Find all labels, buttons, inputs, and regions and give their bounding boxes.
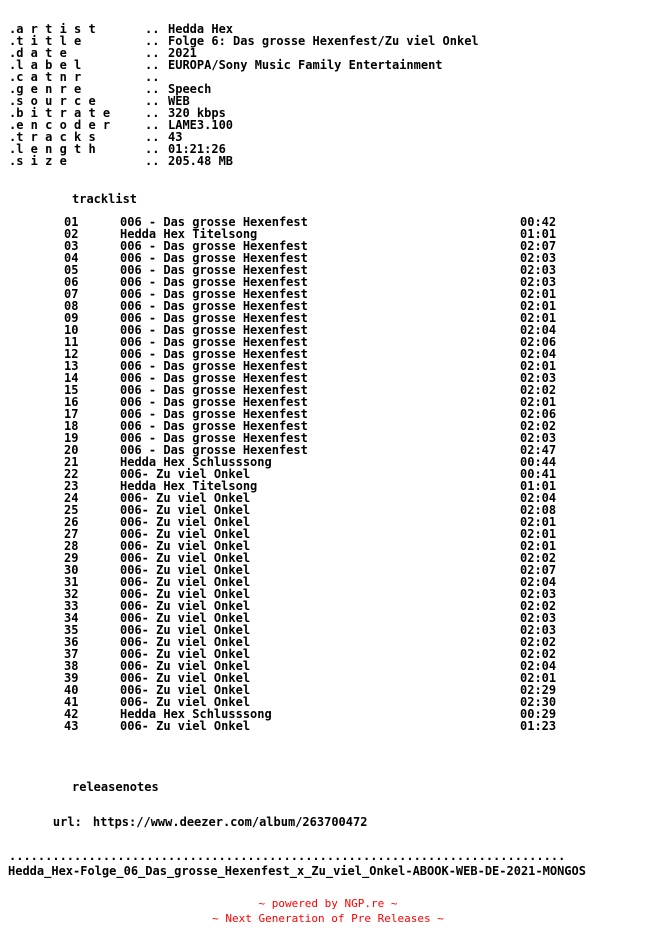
track-number: 09	[64, 311, 79, 325]
info-value: LAME3.100	[168, 118, 234, 132]
track-number: 42	[64, 707, 79, 721]
track-number: 04	[64, 251, 79, 265]
track-title: 006 - Das grosse Hexenfest	[120, 287, 308, 301]
track-title: Hedda Hex Titelsong	[120, 479, 258, 493]
track-number: 06	[64, 275, 79, 289]
track-title: 006 - Das grosse Hexenfest	[120, 335, 308, 349]
track-duration: 02:29	[520, 683, 557, 697]
track-number: 07	[64, 287, 79, 301]
track-duration: 01:01	[520, 479, 557, 493]
info-separator: ..	[145, 58, 160, 72]
track-duration: 00:29	[520, 707, 557, 721]
track-number: 12	[64, 347, 79, 361]
track-number: 43	[64, 719, 79, 733]
info-separator: ..	[145, 34, 160, 48]
info-separator: ..	[145, 106, 160, 120]
track-duration: 01:23	[520, 719, 557, 733]
info-key: .s o u r c e	[9, 94, 96, 108]
tracklist-heading: tracklist	[72, 192, 138, 206]
track-title: 006- Zu viel Onkel	[120, 695, 251, 709]
track-duration: 02:01	[520, 359, 557, 373]
info-separator: ..	[145, 130, 160, 144]
track-number: 35	[64, 623, 79, 637]
info-value: 320 kbps	[168, 106, 226, 120]
track-title: 006- Zu viel Onkel	[120, 515, 251, 529]
track-duration: 02:02	[520, 647, 557, 661]
track-number: 18	[64, 419, 79, 433]
info-value: 2021	[168, 46, 197, 60]
track-duration: 02:03	[520, 623, 557, 637]
track-title: 006- Zu viel Onkel	[120, 719, 251, 733]
track-title: 006- Zu viel Onkel	[120, 563, 251, 577]
track-title: 006 - Das grosse Hexenfest	[120, 347, 308, 361]
track-number: 26	[64, 515, 79, 529]
info-value: EUROPA/Sony Music Family Entertainment	[168, 58, 443, 72]
info-row	[9, 155, 479, 167]
track-duration: 02:03	[520, 587, 557, 601]
track-duration: 02:02	[520, 419, 557, 433]
track-duration: 02:01	[520, 515, 557, 529]
info-key: .b i t r a t e	[9, 106, 111, 120]
track-title: 006 - Das grosse Hexenfest	[120, 251, 308, 265]
info-row	[9, 143, 479, 155]
track-title: 006- Zu viel Onkel	[120, 623, 251, 637]
track-title: 006- Zu viel Onkel	[120, 599, 251, 613]
info-value: Folge 6: Das grosse Hexenfest/Zu viel Onkel	[168, 34, 479, 48]
release-info-block	[9, 23, 479, 167]
track-duration: 02:04	[520, 659, 557, 673]
track-duration: 02:07	[520, 239, 557, 253]
info-value: 01:21:26	[168, 142, 226, 156]
track-duration: 02:01	[520, 395, 557, 409]
track-title: 006- Zu viel Onkel	[120, 551, 251, 565]
info-value: Speech	[168, 82, 212, 96]
track-title: 006- Zu viel Onkel	[120, 575, 251, 589]
info-key: .a r t i s t	[9, 22, 96, 36]
track-duration: 02:02	[520, 383, 557, 397]
track-duration: 00:42	[520, 215, 557, 229]
track-title: 006- Zu viel Onkel	[120, 503, 251, 517]
track-title: 006- Zu viel Onkel	[120, 587, 251, 601]
track-number: 29	[64, 551, 79, 565]
track-duration: 01:01	[520, 227, 557, 241]
track-number: 28	[64, 539, 79, 553]
track-duration: 02:08	[520, 503, 557, 517]
release-name: Hedda_Hex-Folge_06_Das_grosse_Hexenfest_x_Zu_viel_Onkel-ABOOK-WEB-DE-2021-MONGOS	[8, 864, 586, 878]
track-title: 006 - Das grosse Hexenfest	[120, 407, 308, 421]
track-number: 16	[64, 395, 79, 409]
info-key: .l e n g t h	[9, 142, 96, 156]
track-duration: 02:30	[520, 695, 557, 709]
track-duration: 02:47	[520, 443, 557, 457]
info-key: .c a t n r	[9, 70, 82, 84]
track-title: 006- Zu viel Onkel	[120, 659, 251, 673]
track-number: 10	[64, 323, 79, 337]
info-separator: ..	[145, 154, 160, 168]
track-number: 34	[64, 611, 79, 625]
tracklist	[64, 216, 584, 732]
url-link[interactable]: https://www.deezer.com/album/263700472	[92, 815, 368, 829]
track-duration: 02:03	[520, 431, 557, 445]
track-duration: 02:03	[520, 275, 557, 289]
track-number: 17	[64, 407, 79, 421]
track-number: 20	[64, 443, 79, 457]
info-separator: ..	[145, 82, 160, 96]
info-key: .l a b e l	[9, 58, 82, 72]
releasenotes-heading: releasenotes	[72, 780, 159, 794]
info-separator: ..	[145, 70, 160, 84]
track-number: 21	[64, 455, 79, 469]
track-title: 006 - Das grosse Hexenfest	[120, 443, 308, 457]
track-duration: 02:01	[520, 671, 557, 685]
track-duration: 02:01	[520, 311, 557, 325]
track-duration: 02:01	[520, 287, 557, 301]
track-title: 006- Zu viel Onkel	[120, 539, 251, 553]
track-title: 006 - Das grosse Hexenfest	[120, 275, 308, 289]
track-title: 006 - Das grosse Hexenfest	[120, 371, 308, 385]
track-title: 006- Zu viel Onkel	[120, 611, 251, 625]
track-number: 27	[64, 527, 79, 541]
track-number: 19	[64, 431, 79, 445]
track-title: 006 - Das grosse Hexenfest	[120, 311, 308, 325]
info-key: .t i t l e	[9, 34, 82, 48]
info-value: WEB	[168, 94, 190, 108]
info-value: 205.48 MB	[168, 154, 234, 168]
track-title: Hedda Hex Schlusssong	[120, 455, 272, 469]
track-duration: 02:02	[520, 599, 557, 613]
track-duration: 02:06	[520, 335, 557, 349]
track-duration: 02:03	[520, 371, 557, 385]
track-number: 22	[64, 467, 79, 481]
info-key: .s i z e	[9, 154, 67, 168]
track-title: 006 - Das grosse Hexenfest	[120, 239, 308, 253]
track-number: 39	[64, 671, 79, 685]
track-number: 15	[64, 383, 79, 397]
track-title: 006 - Das grosse Hexenfest	[120, 431, 308, 445]
track-number: 36	[64, 635, 79, 649]
track-duration: 00:44	[520, 455, 557, 469]
track-title: 006 - Das grosse Hexenfest	[120, 419, 308, 433]
track-duration: 02:04	[520, 323, 557, 337]
track-number: 13	[64, 359, 79, 373]
track-duration: 02:04	[520, 491, 557, 505]
track-duration: 02:07	[520, 563, 557, 577]
track-number: 24	[64, 491, 79, 505]
track-number: 02	[64, 227, 79, 241]
track-number: 37	[64, 647, 79, 661]
info-key: .g e n r e	[9, 82, 82, 96]
info-value: 43	[168, 130, 183, 144]
track-number: 01	[64, 215, 79, 229]
track-duration: 02:03	[520, 263, 557, 277]
info-value: Hedda Hex	[168, 22, 234, 36]
track-duration: 00:41	[520, 467, 557, 481]
url-label: url:	[52, 815, 82, 829]
track-duration: 02:03	[520, 251, 557, 265]
track-duration: 02:02	[520, 551, 557, 565]
track-title: 006 - Das grosse Hexenfest	[120, 215, 308, 229]
track-title: 006- Zu viel Onkel	[120, 467, 251, 481]
info-separator: ..	[145, 22, 160, 36]
track-title: Hedda Hex Titelsong	[120, 227, 258, 241]
track-title: 006- Zu viel Onkel	[120, 671, 251, 685]
track-title: 006 - Das grosse Hexenfest	[120, 323, 308, 337]
powered-by-line: ~ powered by NGP.re ~	[258, 897, 398, 910]
track-number: 32	[64, 587, 79, 601]
track-number: 38	[64, 659, 79, 673]
track-number: 08	[64, 299, 79, 313]
track-number: 25	[64, 503, 79, 517]
track-row	[64, 720, 584, 732]
info-row	[9, 35, 479, 47]
track-title: 006- Zu viel Onkel	[120, 647, 251, 661]
info-separator: ..	[145, 94, 160, 108]
track-number: 23	[64, 479, 79, 493]
track-title: 006- Zu viel Onkel	[120, 527, 251, 541]
info-key: .e n c o d e r	[9, 118, 111, 132]
track-title: 006 - Das grosse Hexenfest	[120, 359, 308, 373]
info-separator: ..	[145, 142, 160, 156]
track-duration: 02:02	[520, 635, 557, 649]
track-title: 006 - Das grosse Hexenfest	[120, 299, 308, 313]
track-number: 14	[64, 371, 79, 385]
info-separator: ..	[145, 118, 160, 132]
track-number: 33	[64, 599, 79, 613]
info-key: .d a t e	[9, 46, 67, 60]
track-duration: 02:03	[520, 611, 557, 625]
dotted-divider: .............................................................................	[9, 850, 566, 862]
info-key: .t r a c k s	[9, 130, 96, 144]
url-line	[24, 804, 368, 829]
track-title: 006- Zu viel Onkel	[120, 635, 251, 649]
track-duration: 02:04	[520, 347, 557, 361]
track-number: 41	[64, 695, 79, 709]
track-number: 05	[64, 263, 79, 277]
tagline-line: ~ Next Generation of Pre Releases ~	[212, 912, 444, 925]
track-number: 40	[64, 683, 79, 697]
track-title: 006 - Das grosse Hexenfest	[120, 383, 308, 397]
track-title: 006 - Das grosse Hexenfest	[120, 263, 308, 277]
track-duration: 02:06	[520, 407, 557, 421]
track-number: 03	[64, 239, 79, 253]
track-number: 30	[64, 563, 79, 577]
track-title: 006 - Das grosse Hexenfest	[120, 395, 308, 409]
track-duration: 02:01	[520, 539, 557, 553]
track-duration: 02:01	[520, 527, 557, 541]
track-duration: 02:01	[520, 299, 557, 313]
track-number: 31	[64, 575, 79, 589]
track-title: 006- Zu viel Onkel	[120, 491, 251, 505]
track-duration: 02:04	[520, 575, 557, 589]
track-number: 11	[64, 335, 79, 349]
track-title: 006- Zu viel Onkel	[120, 683, 251, 697]
track-title: Hedda Hex Schlusssong	[120, 707, 272, 721]
info-separator: ..	[145, 46, 160, 60]
